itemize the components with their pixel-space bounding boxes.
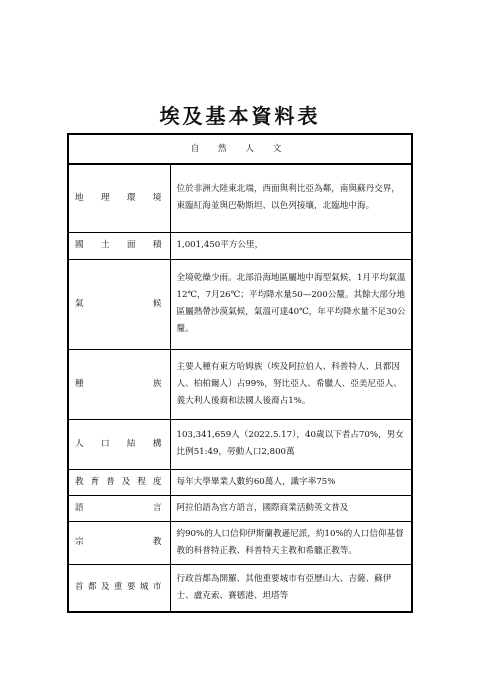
info-table xyxy=(67,133,413,613)
table-row xyxy=(68,164,412,232)
row-label-text: 地 理 環 境 xyxy=(75,192,162,203)
row-label xyxy=(68,232,170,259)
row-value: 全境乾燥少雨。北部沿海地區屬地中海型氣候，1月平均氣溫12℃，7月26℃；平均降水量50—200公釐。其餘大部分地區屬熱帶沙漠氣候，氣溫可達40℃，年平均降水量不足30公釐。 xyxy=(170,259,412,349)
row-value: 103,341,659人（2022.5.17），40歲以下者占70%，男女比例51:49，勞動人口2,800萬 xyxy=(170,419,412,469)
row-label xyxy=(68,564,170,612)
row-label-text: 首 都 及 重 要 城 市 xyxy=(75,582,162,593)
row-value: 行政首都為開羅、其他重要城市有亞歷山大、吉薩、蘇伊士、盧克索、賽德港、坦塔等 xyxy=(170,564,412,612)
row-label-text: 人 口 結 構 xyxy=(75,438,162,449)
row-label xyxy=(68,259,170,349)
table-row xyxy=(68,495,412,521)
row-value: 阿拉伯語為官方語言，國際商業活動英文普及 xyxy=(170,495,412,521)
row-label xyxy=(68,469,170,495)
row-value: 主要人種有東方哈姆族（埃及阿拉伯人、科普特人、貝都因人、柏柏爾人）占99%，努比亞人、希臘人、亞美尼亞人、義大利人後裔和法國人後裔占1%。 xyxy=(170,349,412,419)
table-row xyxy=(68,564,412,612)
row-label xyxy=(68,495,170,521)
row-label xyxy=(68,164,170,232)
table-row xyxy=(68,259,412,349)
row-label-text: 教 育 普 及 程 度 xyxy=(75,476,162,487)
row-label xyxy=(68,419,170,469)
row-value: 約90%的人口信仰伊斯蘭教遜尼派，約10%的人口信仰基督教的科普特正教、科普特天主教和希臘正教等。 xyxy=(170,521,412,564)
row-label xyxy=(68,521,170,564)
row-label-text: 宗 教 xyxy=(75,537,162,547)
row-label-text: 國 土 面 積 xyxy=(75,240,162,250)
table-row xyxy=(68,232,412,259)
table-row xyxy=(68,419,412,469)
section-header-row xyxy=(68,134,412,164)
row-value: 位於非洲大陸東北端，西面與利比亞為鄰，南與蘇丹交界，東臨紅海並與巴勒斯坦、以色列接壤，北臨地中海。 xyxy=(170,164,412,232)
page-title: 埃及基本資料表 xyxy=(159,104,321,128)
row-label-text: 氣 候 xyxy=(75,298,162,309)
row-value: 1,001,450平方公里， xyxy=(170,232,412,259)
section-header: 自 然 人 文 xyxy=(68,134,412,164)
row-label-text: 種 族 xyxy=(75,378,162,389)
row-label-text: 語 言 xyxy=(75,502,162,513)
table-row xyxy=(68,521,412,564)
row-value: 每年大學畢業人數約60萬人，識字率75% xyxy=(170,469,412,495)
row-label xyxy=(68,349,170,419)
table-row xyxy=(68,349,412,419)
table-row xyxy=(68,469,412,495)
